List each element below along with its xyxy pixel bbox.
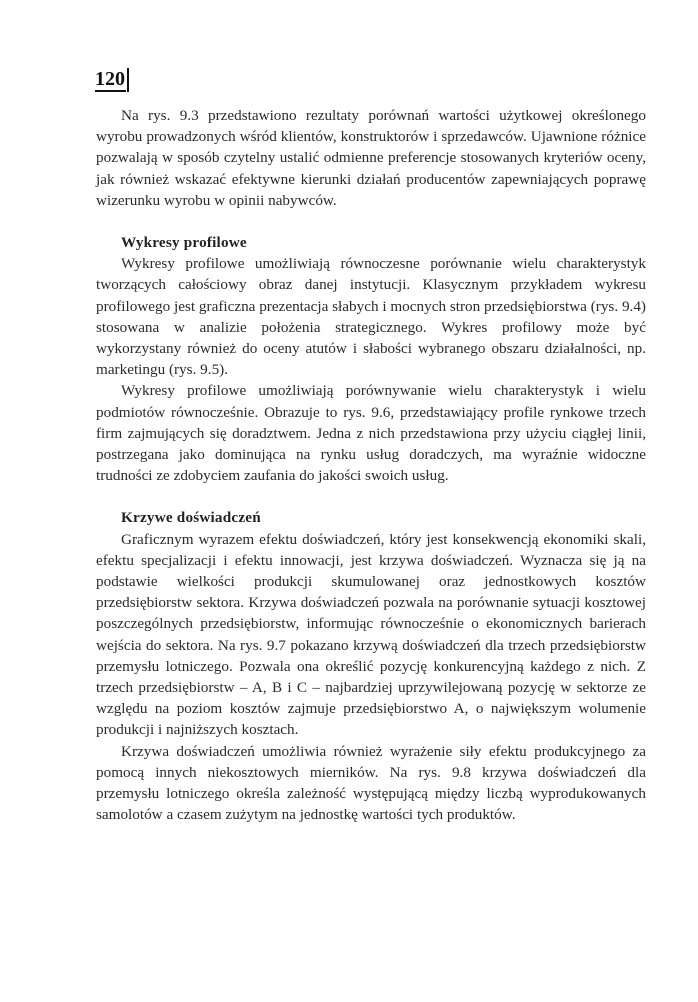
- page-number: 120: [95, 68, 125, 90]
- experience-paragraph-2: Krzywa doświadczeń umożliwia również wyrażenie siły efektu produkcyjnego za pomocą innych niekosztowych mierników. Na rys. 9.8 krzywa doświadczeń dla przemysłu lotniczego określa zależność występującą między liczbą wyprodukowanych samolotów a czasem zużytym na jednostkę wartości tych produktów.: [96, 742, 646, 824]
- profile-paragraph-2: Wykresy profilowe umożliwiają porównywanie wielu charakterystyk i wielu podmiotów równocześnie. Obrazuje to rys. 9.6, przedstawiający profile rynkowe trzech firm zajmujących się doradztwem. Jedna z nich przedstawiona przy użyciu ciągłej linii, postrzegana jako dominująca na rynku usług doradczych, ma wyraźnie widoczne trudności ze zdobyciem zaufania do jakości swoich usług.: [96, 382, 646, 485]
- intro-paragraph: Na rys. 9.3 przedstawiono rezultaty porównań wartości użytkowej określonego wyrobu prowadzonych wśród klientów, konstruktorów i sprzedawców. Ujawnione różnice pozwalają w sposób czytelny ustalić odmienne preferencje stosowanych kryteriów oceny, jak również wskazać efektywne kierunki działań producentów zapewniających poprawę wizerunku wyrobu w opinii nabywców.: [96, 107, 646, 209]
- heading-profile-charts: Wykresy profilowe: [121, 234, 247, 252]
- experience-paragraph-1: Graficznym wyrazem efektu doświadczeń, który jest konsekwencją ekonomiki skali, efektu specjalizacji i efektu innowacji, jest krzywa doświadczeń. Wyznacza się ją na podstawie wielkości produkcji skumulowanej oraz jednostkowych kosztów przedsiębiorstw sektora. Krzywa doświadczeń pozwala na porównanie sytuacji kosztowej poszczególnych przedsiębiorstw, informując równocześnie o ekonomicznych barierach wejścia do sektora. Na rys. 9.7 pokazano krzywą doświadczeń dla trzech przedsiębiorstw przemysłu lotniczego. Pozwala ona określić pozycję konkurencyjną każdego z nich. Z trzech przedsiębiorstw – A, B i C – najbardziej uprzywilejowaną pozycję w sektorze ze względu na poziom kosztów zajmuje przedsiębiorstwo A, o największym wolumenie produkcji i najniższych kosztach.: [96, 530, 646, 739]
- page-number-rule: [127, 68, 129, 92]
- body-text: [96, 105, 646, 826]
- page-number-block: [95, 66, 129, 92]
- heading-experience-curves: Krzywe doświadczeń: [121, 509, 261, 527]
- profile-paragraph-1: Wykresy profilowe umożliwiają równoczesne porównanie wielu charakterystyk tworzących całościowy obraz danej instytucji. Klasycznym przykładem wykresu profilowego jest graficzna prezentacja słabych i mocnych stron przedsiębiorstwa (rys. 9.4) stosowana w analizie położenia strategicznego. Wykres profilowy może być wykorzystany również do oceny atutów i słabości wybranego obszaru działalności, np. marketingu (rys. 9.5).: [96, 255, 646, 379]
